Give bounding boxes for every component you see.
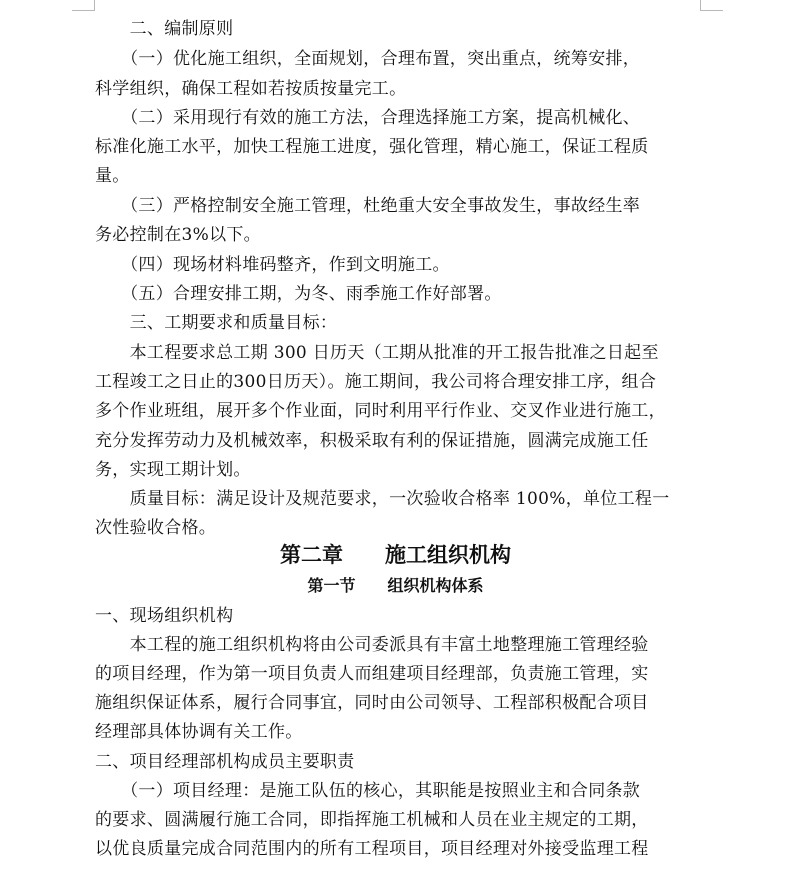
- page-corner-mark-left: [72, 0, 95, 11]
- paragraph-line: 务必控制在3%以下。: [95, 225, 261, 245]
- section-title: 第一节 组织机构体系: [307, 576, 484, 595]
- paragraph-line: 本工程的施工组织机构将由公司委派具有丰富土地整理施工管理经验: [95, 635, 649, 655]
- paragraph-line: 科学组织，确保工程如若按质按量完工。: [95, 79, 407, 99]
- page-corner-mark-right: [700, 0, 723, 11]
- paragraph-line: 施组织保证体系，履行合同事宜，同时由公司领导、工程部积极配合项目: [95, 693, 649, 713]
- paragraph-line: 充分发挥劳动力及机械效率，积极采取有利的保证措施，圆满完成施工任: [95, 431, 649, 451]
- heading-site-organization: 一、现场组织机构: [95, 606, 234, 626]
- paragraph-line: 经理部具体协调有关工作。: [95, 722, 303, 742]
- heading-schedule-quality: 三、工期要求和质量目标：: [95, 313, 338, 333]
- chapter-title: 第二章 施工组织机构: [280, 542, 511, 567]
- paragraph-line: 务，实现工期计划。: [95, 460, 251, 480]
- paragraph-line: 本工程要求总工期 300 日历天（工期从批准的开工报告批准之日起至: [95, 343, 659, 363]
- paragraph-line: 量。: [95, 166, 130, 186]
- paragraph-line: （五）合理安排工期，为冬、雨季施工作好部署。: [95, 284, 502, 304]
- paragraph-line: （二）采用现行有效的施工方法，合理选择施工方案，提高机械化、: [95, 108, 641, 128]
- paragraph-line: （一）优化施工组织，全面规划，合理布置，突出重点，统筹安排，: [95, 49, 641, 69]
- heading-member-duties: 二、项目经理部机构成员主要职责: [95, 752, 355, 772]
- paragraph-line: 次性验收合格。: [95, 518, 217, 538]
- paragraph-line: 的项目经理，作为第一项目负责人而组建项目经理部，负责施工管理，实: [95, 664, 649, 684]
- paragraph-line: 标准化施工水平，加快工程施工进度，强化管理，精心施工，保证工程质: [95, 137, 649, 157]
- paragraph-line: 的要求、圆满履行施工合同，即指挥施工机械和人员在业主规定的工期，: [95, 810, 649, 830]
- paragraph-line: （一）项目经理：是施工队伍的核心，其职能是按照业主和合同条款: [95, 781, 641, 801]
- heading-compilation-principles: 二、编制原则: [95, 19, 234, 39]
- paragraph-line: 工程竣工之日止的300日历天）。施工期间，我公司将合理安排工序，组合: [95, 372, 657, 392]
- paragraph-line: 多个作业班组，展开多个作业面，同时利用平行作业、交叉作业进行施工，: [95, 401, 666, 421]
- paragraph-line: 质量目标：满足设计及规范要求，一次验收合格率 100%，单位工程一: [95, 489, 670, 509]
- paragraph-line: 以优良质量完成合同范围内的所有工程项目，项目经理对外接受监理工程: [95, 839, 649, 859]
- paragraph-line: （四）现场材料堆码整齐，作到文明施工。: [95, 255, 450, 275]
- paragraph-line: （三）严格控制安全施工管理，杜绝重大安全事故发生，事故经生率: [95, 196, 641, 216]
